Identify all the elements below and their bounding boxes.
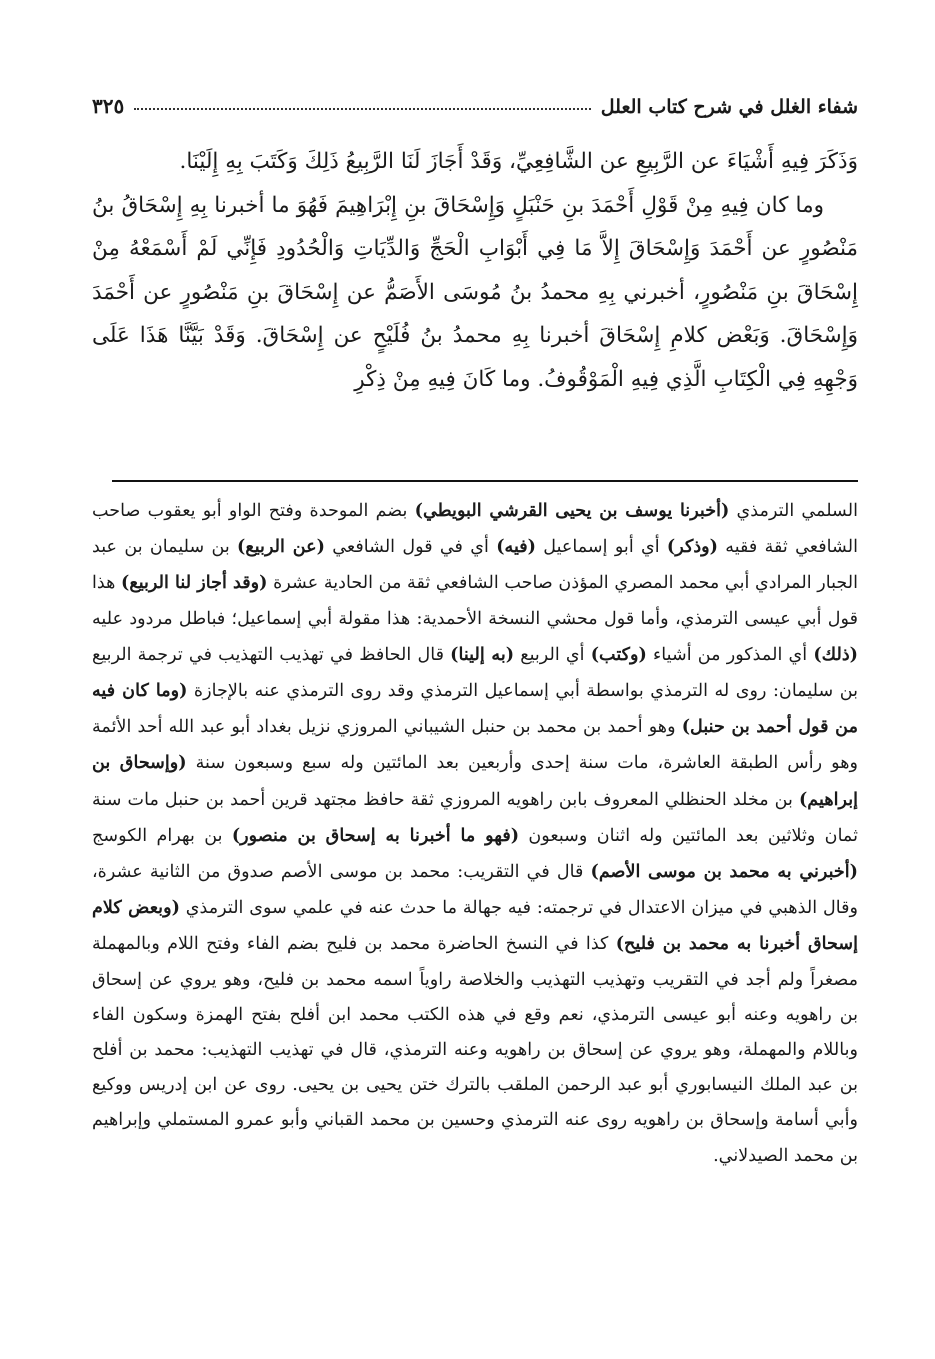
book-title: شفاء الغلل في شرح كتاب العلل (600, 96, 858, 118)
note-text: قال الحافظ في تهذيب التهذيب في ترجمة الربيع بن سليمان: روى له الترمذي بواسطة أبي إسماعيل الترمذي وقد روى الترمذي عنه بالإجازة (92, 644, 858, 702)
leader-dots (134, 108, 591, 110)
quoted-phrase: (وبعض كلام إسحاق أخبرنا به محمد بن فليح) (92, 897, 858, 955)
quoted-phrase: (أخبرني به محمد بن موسى الأصم) (590, 861, 858, 883)
note-text: بضم الموحدة وفتح الواو أبو يعقوب صاحب الشافعي ثقة فقيه (92, 501, 858, 558)
quoted-phrase: (وذكر) (666, 536, 718, 558)
note-text: هذا قول أبي عيسى الترمذي، وأما قول محشي النسخة الأحمدية: هذا مقولة أبي إسماعيل؛ فباطل مردود عليه (92, 573, 858, 629)
note-text: بن بهرام الكوسج (92, 825, 232, 846)
quoted-phrase: (وقد أجاز لنا الربيع) (121, 572, 268, 594)
quoted-phrase: (وكتب) (590, 643, 647, 665)
page-number: ٣٢٥ (92, 94, 125, 118)
note-text: بن سليمان بن عبد الجبار المرادي أبي محمد المصري المؤذن صاحب الشافعي ثقة من الحادية عشرة (92, 537, 858, 594)
main-paragraph-1: وَذَكَرَ فِيهِ أَشْيَاءَ عن الرَّبِيعِ عن الشَّافِعِيِّ، وَقَدْ أَجَازَ لَنَا الرَّبِيعُ ذَلِكَ وَكَتَبَ بِهِ إِلَيْنَا. (179, 149, 858, 174)
note-text: وهو أحمد بن محمد بن حنبل الشيباني المروزي نزيل بغداد أبو عبد الله أحد الأئمة وهو رأس الطبقة العاشرة، مات سنة إحدى وأربعين بعد المائتين وله سبع وسبعون سنة (92, 717, 858, 774)
main-paragraph-2: وما كان فِيهِ مِنْ قَوْلِ أَحْمَدَ بنِ حَنْبَلٍ وَإِسْحَاقَ بنِ إِبْرَاهِيمَ فَهُوَ ما أخبرنا بِهِ إِسْحَاقُ بنُ مَنْصُورٍ عن أَحْمَدَ وَإِسْحَاقَ إِلاَّ مَا فِي أَبْوَابِ الْحَجِّ وَالدِّيَاتِ وَالْحُدُودِ فَإِنِّي لَمْ أَسْمَعْهُ مِنْ إِسْحَاقَ بنِ مَنْصُورٍ، أخبرني بِهِ محمدُ بنُ مُوسَى الأَصَمُّ عن إِسْحَاقَ بنِ مَنْصُورٍ عن أَحْمَدَ وَإِسْحَاقَ. وَبَعْض كلامِ إِسْحَاقَ أخبرنا بِهِ محمدُ بنُ فُلَيْحٍ عن إِسْحَاقَ. وَقَدْ بَيَّنَّا هَذَا عَلَى وَجْهِهِ فِي الْكِتَابِ الَّذِي فِيهِ الْمَوْقُوفُ. وما كَانَ فِيهِ مِنْ ذِكْرِ (92, 192, 858, 392)
note-text: أي المذكور من أشياء (646, 644, 814, 665)
main-text (92, 140, 858, 401)
note-text: كذا في النسخ الحاضرة محمد بن فليح بضم الفاء وفتح اللام وبالمهملة مصغراً ولم أجد في التقريب وتهذيب التهذيب والخلاصة راوياً اسمه محمد بن فليح، وهو يروي عن إسحاق بن راهويه وعنه أبو عيسى الترمذي، نعم وقع في هذه الكتب محمد ابن أفلح بفتح الهمزة وسكون الفاء وباللام والمهملة، وهو يروي عن إسحاق بن راهويه وعنه الترمذي، قال في تهذيب التهذيب: محمد بن أفلح بن عبد الملك النيسابوري أبو عبد الرحمن الملقب بالترك ختن يحيى بن يحيى. روى عن ابن إدريس ووكيع وأبي أسامة وإسحاق بن راهويه روى عنه الترمذي وحسين بن محمد القباني وأبو عمرو المستملي وإبراهيم بن محمد الصيدلاني. (92, 934, 858, 1166)
commentary-notes (92, 493, 858, 1174)
quoted-phrase: (ذلك) (813, 643, 858, 665)
quoted-phrase: (فيه) (496, 536, 536, 558)
quoted-phrase: (به إلينا) (450, 643, 515, 665)
note-text: بن مخلد الحنظلي المعروف بابن راهويه المروزي ثقة حافظ مجتهد قرين أحمد بن حنبل مات سنة ثمان وثلاثين بعد المائتين وله اثنان وسبعون (92, 789, 858, 846)
quoted-phrase: (وما كان فيه من قول أحمد بن حنبل) (92, 680, 858, 738)
note-text: أي الربيع (514, 644, 591, 665)
commentary-paragraph (92, 493, 858, 1174)
quoted-phrase: (وإسحاق بن إبراهيم) (92, 752, 858, 810)
note-text: أي أبو إسماعيل (536, 537, 667, 558)
note-text: قال في التقريب: محمد بن موسى الأصم صدوق من الثانية عشرة، وقال الذهبي في ميزان الاعتدال في ترجمته: فيه جهالة ما حدث عنه في علمي سوى الترمذي (92, 862, 858, 919)
quoted-phrase: (عن الربيع) (237, 536, 325, 558)
footnote-separator (112, 480, 858, 482)
quoted-phrase: (أخبرنا يوسف بن يحيى القرشي البويطي) (414, 500, 730, 521)
running-header (92, 86, 858, 118)
quoted-phrase: (فهو ما أخبرنا به إسحاق بن منصور) (231, 824, 520, 846)
note-text: أي في قول الشافعي (324, 537, 497, 558)
note-text: السلمي الترمذي (729, 501, 859, 521)
